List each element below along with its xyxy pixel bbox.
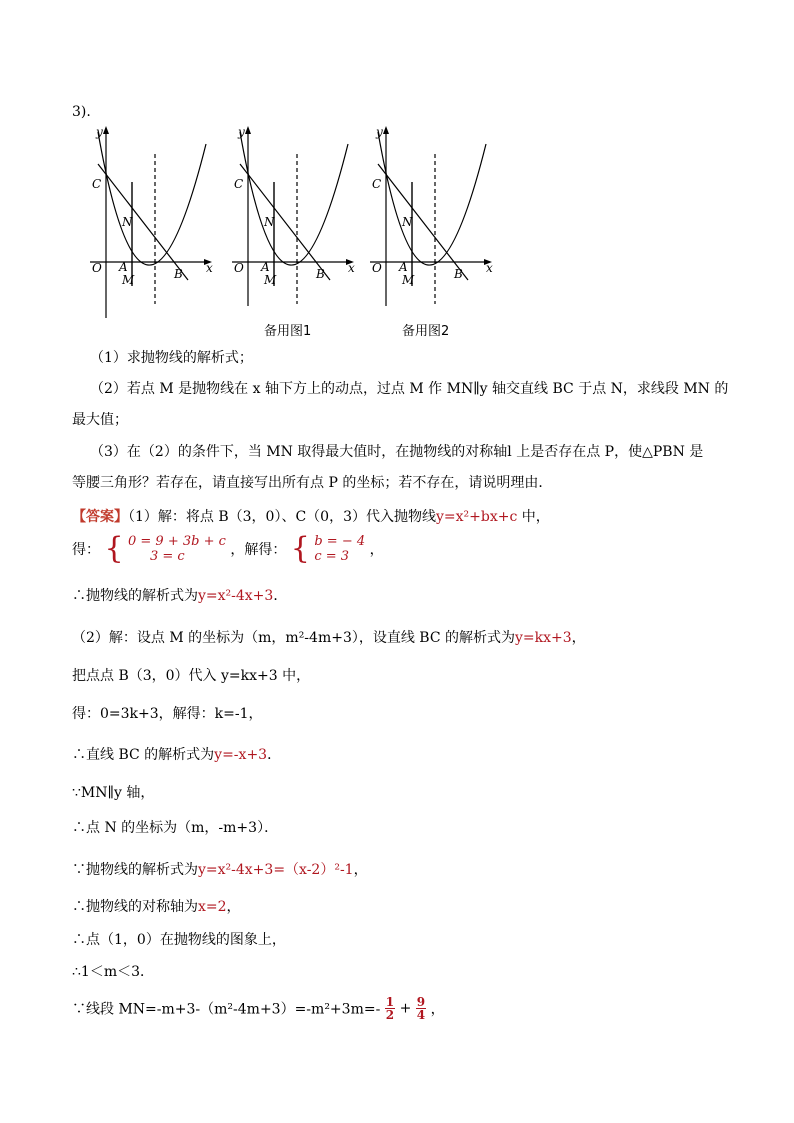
parabola-graph-main (84, 122, 216, 322)
label-y: y (96, 125, 103, 139)
line-bc (240, 164, 330, 280)
answer-2-line-4-text: ∴直线 BC 的解析式为 (72, 747, 215, 763)
answer-2-line-4 (72, 744, 281, 764)
fraction-2-denominator: 4 (416, 1008, 426, 1022)
answer-1-result-end: ． (273, 588, 288, 604)
answer-tag: 【答案】 (72, 509, 128, 525)
equation-system-2 (314, 534, 365, 564)
question-2-line-1: （2）若点 M 是抛物线在 x 轴下方上的动点，过点 M 作 MN∥y 轴交直线 BC 于点 N，求线段 MN 的 (90, 381, 729, 397)
label-n: N (264, 215, 275, 229)
figure-backup-2 (364, 122, 496, 326)
intro-text: 3). (72, 104, 91, 120)
system-2-eq-2: c = 3 (314, 549, 350, 564)
answer-2-line-1-text: （2）解：设点 M 的坐标为（m，m²-4m+3），设直线 BC 的解析式为 (72, 630, 516, 646)
answer-line-1 (72, 506, 550, 526)
fraction-1-numerator: 1 (385, 995, 395, 1009)
answer-2-line-6: ∴点 N 的坐标为（m，-m+3）． (72, 820, 279, 836)
left-brace-2: { (290, 531, 310, 566)
equation-system-1 (128, 534, 226, 564)
label-x: x (486, 261, 493, 275)
label-y: y (238, 125, 245, 139)
label-c: C (372, 177, 382, 191)
fraction-1-denominator: 2 (385, 1008, 395, 1022)
fraction-2-numerator: 9 (416, 995, 426, 1009)
label-n: N (402, 215, 413, 229)
left-brace-1: { (104, 531, 124, 566)
answer-2-line-1-end: ， (571, 630, 586, 646)
label-m: M (402, 273, 415, 287)
line-11-end: ， (430, 1001, 445, 1018)
label-o: O (372, 261, 382, 275)
equation-systems-line (72, 531, 384, 566)
answer-2-line-5: ∵MN∥y 轴， (72, 785, 155, 801)
figure-main (84, 122, 216, 326)
answer-2-line-8 (72, 896, 241, 916)
fraction-nine-quarters (416, 996, 426, 1021)
label-b: B (174, 267, 183, 281)
label-c: C (234, 177, 244, 191)
label-b: B (454, 267, 463, 281)
question-1: （1）求抛物线的解析式； (90, 350, 253, 366)
answer-2-line-7-end: ， (353, 862, 368, 878)
de-label: 得： (72, 542, 100, 558)
question-3-line-1: （3）在（2）的条件下，当 MN 取得最大值时，在抛物线的对称轴l 上是否存在点 P，使△PBN 是 (90, 444, 704, 460)
caption-backup-1: 备用图1 (264, 324, 312, 339)
question-3-line-2: 等腰三角形？若存在，请直接写出所有点 P 的坐标；若不存在，请说明理由． (72, 475, 553, 491)
parabola-graph-backup-1 (226, 122, 358, 322)
system-1-eq-1: 0 = 9 + 3b + c (128, 534, 226, 549)
parabola-specific-expr: y=x²-4x+3 (198, 588, 274, 604)
label-m: M (122, 273, 135, 287)
parabola-general-expr: y=x²+bx+c (436, 509, 518, 525)
solve-end-comma: ， (369, 542, 384, 558)
answer-2-line-4-end: ． (267, 747, 282, 763)
parabola-curve (240, 132, 348, 265)
parabola-graph-backup-2 (364, 122, 496, 322)
answer-2-line-7 (72, 859, 368, 879)
label-n: N (122, 215, 133, 229)
label-o: O (92, 261, 102, 275)
label-x: x (348, 261, 355, 275)
answer-2-line-1 (72, 627, 586, 647)
fraction-one-half (385, 996, 395, 1021)
system-2-eq-1: b = − 4 (314, 534, 366, 549)
label-c: C (92, 177, 102, 191)
figure-backup-1 (226, 122, 358, 326)
label-a: A (399, 260, 408, 274)
answer-1-intro: （1）解：将点 B（3，0）、C（0，3）代入抛物线 (128, 509, 436, 525)
parabola-vertex-form: y=x²-4x+3=（x-2）²-1 (198, 862, 354, 878)
line-bc (98, 164, 188, 280)
answer-1-intro-end: 中， (517, 509, 550, 525)
line-bc-expr: y=-x+3 (214, 747, 268, 763)
answer-2-line-7-text: ∵抛物线的解析式为 (72, 862, 198, 878)
symmetry-axis-expr: x=2 (198, 899, 227, 915)
answer-2-line-11 (72, 996, 445, 1021)
y-axis-arrow-icon (245, 126, 251, 134)
parabola-curve (378, 132, 486, 265)
label-x: x (206, 261, 213, 275)
label-y: y (376, 125, 383, 139)
line-bc (378, 164, 468, 280)
label-m: M (264, 273, 277, 287)
answer-1-result (72, 585, 287, 605)
line-bc-general-expr: y=kx+3 (515, 630, 572, 646)
y-axis-arrow-icon (103, 126, 109, 134)
solve-label: ，解得： (230, 542, 287, 558)
label-o: O (234, 261, 244, 275)
label-b: B (316, 267, 325, 281)
label-a: A (119, 260, 128, 274)
answer-2-line-8-end: ， (226, 899, 241, 915)
mn-length-expr: ∵线段 MN=-m+3-（m²-4m+3）=-m²+3m=- (72, 1001, 385, 1018)
y-axis-arrow-icon (383, 126, 389, 134)
label-a: A (261, 260, 270, 274)
question-2-line-2: 最大值； (72, 412, 128, 428)
plus-sign: + (399, 1000, 416, 1017)
parabola-curve (98, 132, 206, 265)
answer-2-line-3: 得：0=3k+3，解得：k=-1， (72, 706, 263, 722)
answer-2-line-2: 把点点 B（3，0）代入 y=kx+3 中， (72, 668, 311, 684)
answer-2-line-8-text: ∴抛物线的对称轴为 (72, 899, 198, 915)
answer-2-line-9: ∴点（1，0）在抛物线的图象上， (72, 932, 286, 948)
caption-backup-2: 备用图2 (402, 324, 450, 339)
answer-2-line-10: ∴1＜m＜3． (72, 964, 154, 980)
answer-1-result-prefix: ∴抛物线的解析式为 (72, 588, 198, 604)
system-1-eq-2: 3 = c (150, 549, 185, 564)
